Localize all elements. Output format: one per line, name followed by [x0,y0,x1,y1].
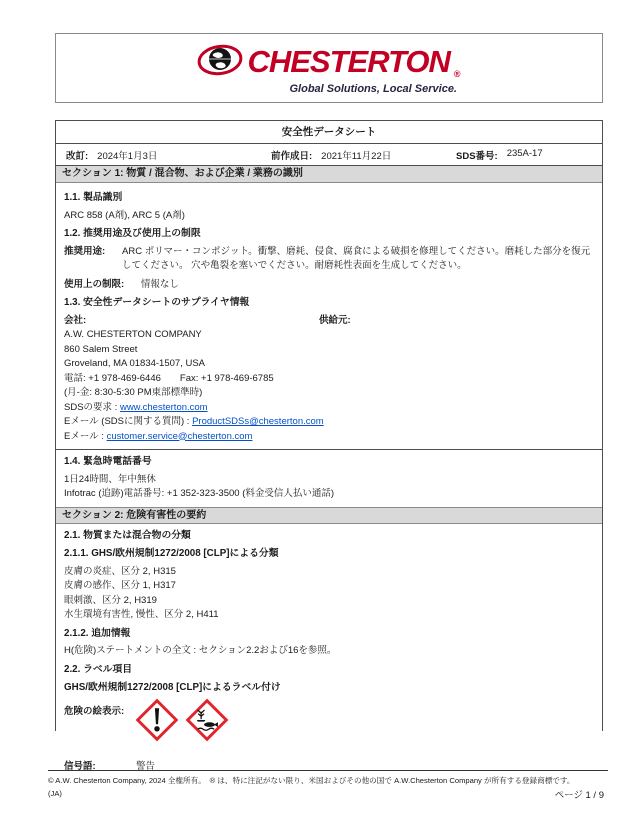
emergency-phone: Infotrac (追跡)電話番号: +1 352-323-3500 (料金受信人払い通話) [64,488,335,499]
ghs07-exclamation-icon [136,699,178,747]
supplier-label: 供給元: [319,314,351,326]
previous-date-value: 2021年11月22日 [321,150,392,162]
emergency-content [56,450,602,507]
company-name: A.W. CHESTERTON COMPANY [64,329,202,340]
subsection-2-1-title: 2.1. 物質または混合物の分類 [64,529,191,541]
company-logo-box [55,33,603,103]
footer-language-code: (JA) [48,789,62,798]
company-city: Groveland, MA 01834-1507, USA [64,358,206,369]
classification-eye-irritation: 眼刺激、区分 2, H319 [64,594,157,606]
signal-word-value: 警告 [136,761,156,772]
clp-labeling-title: GHS/欧州規制1272/2008 [CLP]によるラベル付け [64,682,281,693]
sds-main-table [55,120,603,772]
company-street: 860 Salem Street [64,343,138,355]
subsection-2-2-title: 2.2. ラベル項目 [64,663,133,675]
email-sds-link[interactable]: ProductSDSs@chesterton.com [192,416,324,427]
signal-word-row [64,760,594,775]
footer-page-indicator: ページ 1 / 9 [554,790,604,801]
subsection-1-3-title: 1.3. 安全性データシートのサプライヤ情報 [64,297,250,308]
document-title: 安全性データシート [56,121,602,144]
classification-skin-irritation: 皮膚の炎症、区分 2, H315 [64,565,176,577]
additional-info-text: H(危険)ステートメントの全文 : セクション2.2および16を参照。 [64,645,337,656]
sds-number-label: SDS番号: [456,150,498,162]
subsection-2-1-1-title: 2.1.1. GHS/欧州規制1272/2008 [CLP]による分類 [64,548,279,559]
company-hours: (月-金: 8:30-5:30 PM東部標準時) [64,387,203,398]
signal-word-label: 信号語: [64,761,96,772]
hazard-pictograms-row [64,699,594,747]
email-label: Eメール : [64,430,104,442]
classification-skin-sensitization: 皮膚の感作、区分 1, H317 [64,580,176,591]
recommended-use-label: 推奨用途: [64,245,106,257]
subsection-2-1-2-title: 2.1.2. 追加情報 [64,627,131,639]
use-restriction-value: 情報なし [140,278,179,290]
sds-request-link[interactable]: www.chesterton.com [119,401,208,413]
product-identifier: ARC 858 (A剤), ARC 5 (A剤) [64,209,185,221]
brand-tagline: Global Solutions, Local Service. [289,82,457,95]
revision-date-value: 2024年1月3日 [97,150,158,162]
company-phone-fax: 電話: +1 978-469-6446 Fax: +1 978-469-6785 [64,372,274,384]
recommended-use-text: ARC ポリマー・コンポジット。衝撃、磨耗、侵食、腐食による破損を修理してください。磨耗した部分を復元してください。 穴や亀裂を塞いでください。耐磨耗性表面を生成してください。 [122,245,591,271]
section-2-content [56,524,602,777]
subsection-1-1-title: 1.1. 製品識別 [64,192,123,203]
footer-copyright: © A.W. Chesterton Company, 2024 全権所有。 ® は、特に注記がない限り、米国およびその他の国で A.W.Chesterton Company が所有する登録商標です。 [48,776,575,785]
ghs09-environment-icon [186,699,228,747]
sds-request-label: SDSの要求 : [64,401,118,413]
subsection-1-2-title: 1.2. 推奨用途及び使用上の制限 [64,228,201,239]
footer-divider [48,770,608,771]
subsection-1-4-title: 1.4. 緊急時電話番号 [64,456,152,467]
emergency-availability: 1日24時間、年中無休 [64,473,156,485]
registered-trademark-symbol: ® [453,68,461,79]
email-sds-label: Eメール (SDSに関する質問) : [64,416,190,427]
globe-icon [197,42,243,83]
revision-date-label: 改訂: [66,150,89,162]
section-1-content [56,183,602,449]
use-restriction-label: 使用上の制限: [64,278,125,290]
document-meta-row [56,144,602,166]
pictogram-label: 危険の絵表示: [64,705,125,717]
classification-aquatic-chronic: 水生環境有害性, 慢性、区分 2, H411 [64,609,219,620]
sds-number-value: 235A-17 [506,147,543,159]
company-label: 会社: [64,314,87,326]
previous-date-label: 前作成日: [271,150,313,162]
section-2-header: セクション 2: 危険有害性の要約 [56,507,602,524]
section-1-header: セクション 1: 物質 / 混合物、および企業 / 業務の識別 [56,166,602,183]
email-link[interactable]: customer.service@chesterton.com [106,430,253,442]
brand-wordmark: CHESTERTON [247,44,450,79]
